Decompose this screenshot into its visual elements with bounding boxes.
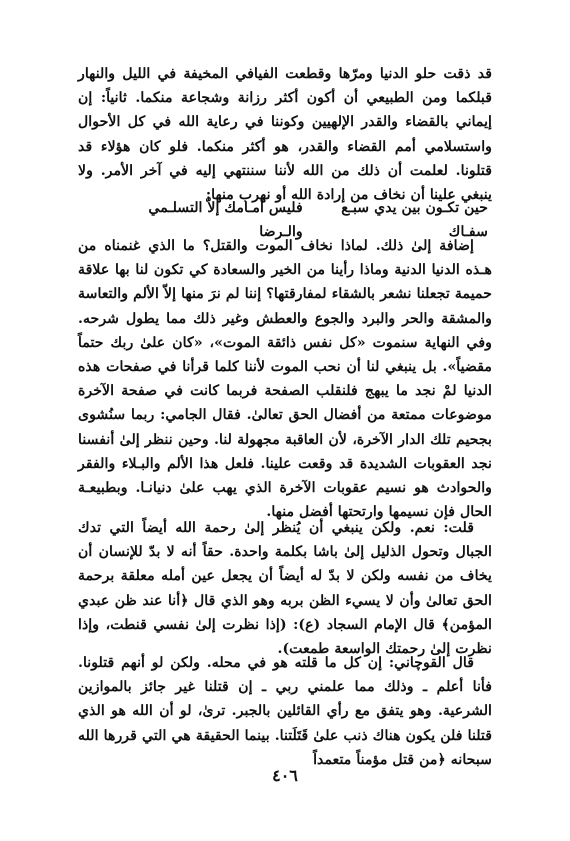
- page-number: ٤٠٦: [272, 766, 298, 785]
- paragraph-2: إضافة إلىٰ ذلك. لماذا نخاف الموت والقتل؟ ما الذي غنمناه من هـذه الدنيا الدنية وماذا رأينا من الخير والسعادة كي تكون لنا بها علاقة حميمة تجعلنا نشعر بالشقاء لمفارقتها؟ إننا لم نرَ منها إلاّ الألم والتعاسة والمشقة والحر والبرد والجوع والعطش وغير ذلك مما يطول شرحه. وفي النهاية سنموت «كل نفس ذائقة الموت»، «كان علىٰ ربك حتماً مقضياً». بل ينبغي لنا أن نحب الموت لأننا كلما قرأنا في صفحات هذه الدنيا لمْ نجد ما يبهج فلنقلب الصفحة فربما كانت في صفحة الآخرة موضوعات ممتعة من أفضال الحق تعالىٰ. فقال الجامي: ربما سنُشوى بجحيم تلك الدار الآخرة، لأن العاقبة مجهولة لنا. وحين ننظر إلىٰ أنفسنا نجد العقوبات الشديدة قد وقعت علينا. فلعل هذا الألم والبـلاء والفقر والحوادث هو نسيم عقوبات الآخرة الذي يهب علىٰ دنيانـا. وبطبيعـة الحال فإن نسيمها وارتحتها أفضل منها.: [78, 238, 492, 521]
- paragraph-4: قال القوچاني: إن كل ما قلته هو في محله. ولكن لو أنهم قتلونا. فأنا أعلم ـ وذلك مما علمني ربي ـ إن قتلنا غير جائز بالموازين الشرعية. وهو يتفق مع رأي القائلين بالجبر. ترىٰ، لو أن الله هو الذي قتلنا فلن يكون هناك ذنب علىٰ قَتَلَتنا. بينما الحقيقة هي التي قررها الله سبحانه ﴿من قتل مؤمناً متعمداً: [78, 655, 492, 768]
- verse-hemistich-1: حين تكـون بين يدي سبـع سفـاك: [341, 200, 488, 240]
- paragraph-1: قد ذقت حلو الدنيا ومرّها وقطعت الفيافي المخيفة في الليل والنهار قبلكما ومن الطبيعي أن أكون أكثر رزانة وشجاعة منكما. ثانياً: إن إيماني بالقضاء والقدر الإلهيين وكوننا في رعاية الله في كل الأحوال واستسلامي أمم القضاء والقدر، هو أكثر منكما. فلو كان هؤلاء قد قتلونا. لعلمت أن ذلك من الله لأننا سننتهي إليه في آخر الأمر. ولا ينبغي علينا أن نخاف من إرادة الله أو نهرب منها:: [78, 66, 492, 204]
- verse-hemistich-2: فليس أمـامك إلاّ التسلـمي والـرضا: [148, 200, 303, 240]
- paragraph-3: قلت: نعم. ولكن ينبغي أن يُنظر إلىٰ رحمة الله أيضاً التي تدك الجبال وتحول الذليل إلىٰ باشا بكلمة واحدة. حقاً أنه لا بدّ للإنسان أن يخاف من نفسه ولكن لا بدّ له أيضاً أن يجعل عين أمله معلقة برحمة الحق تعالىٰ وأن لا يسيء الظن بربه وهو الذي قال ﴿أنا عند ظن عبدي المؤمن﴾ قال الإمام السجاد (ع): (إذا نظرت إلىٰ نفسي قنطت، وإذا نظرت إلىٰ رحمتك الواسعة طمعت).: [78, 520, 492, 658]
